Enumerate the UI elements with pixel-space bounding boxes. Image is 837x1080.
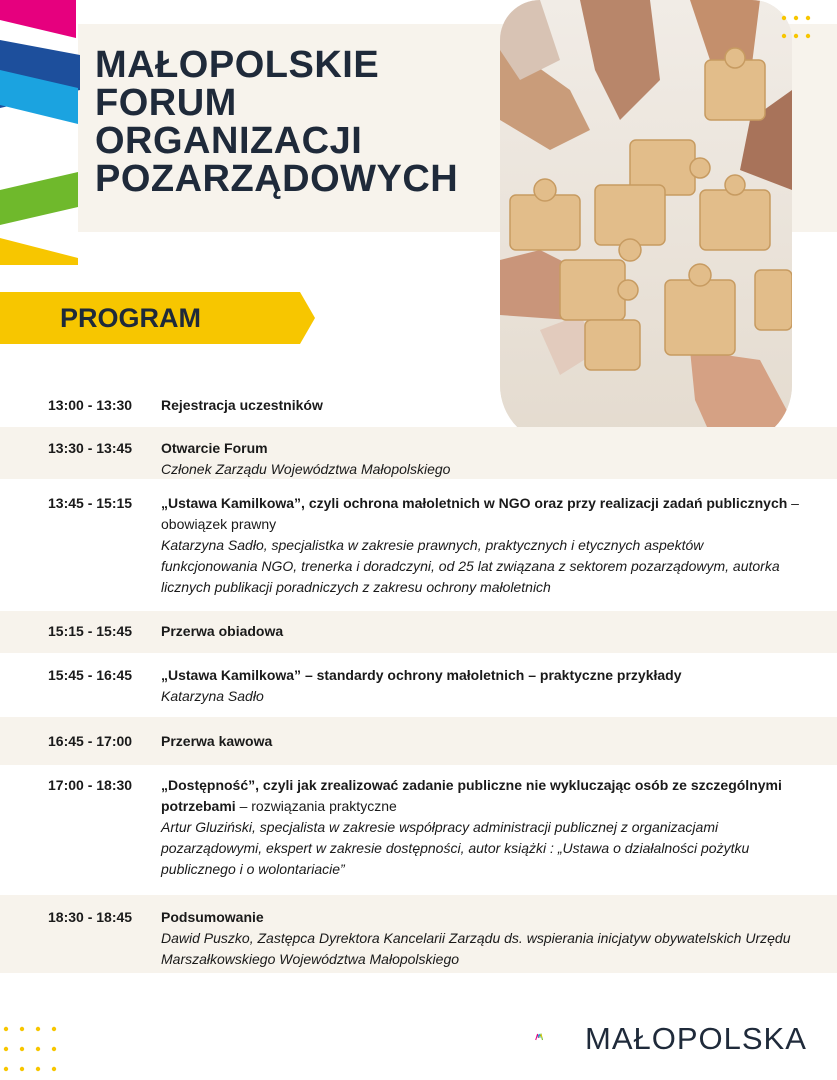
stripe-yellow [0,238,78,265]
session-title: „Ustawa Kamilkowa”, czyli ochrona małoletnich w NGO oraz przy realizacji zadań publicznych [161,495,788,511]
schedule-time: 13:00 - 13:30 [48,397,133,413]
schedule-row [0,765,837,895]
session-title: Przerwa obiadowa [161,623,284,639]
schedule-time: 17:00 - 18:30 [48,777,133,793]
decorative-dots [0,1025,70,1080]
schedule-row [0,427,837,479]
puzzle-hands-photo [500,0,792,445]
session-speaker: Katarzyna Sadło [161,688,264,704]
page-title: MAŁOPOLSKIE FORUM ORGANIZACJI POZARZĄDOWYCH [95,44,459,200]
schedule-row [0,611,837,653]
session-subtitle: – rozwiązania praktyczne [235,798,397,814]
stripe-magenta [0,0,76,38]
session-speaker: Członek Zarządu Województwa Małopolskiego [161,461,451,477]
schedule-time: 16:45 - 17:00 [48,733,133,749]
program-heading: PROGRAM [60,303,201,333]
program-schedule [0,383,837,973]
malopolska-m-logo-icon [535,1014,583,1060]
session-title: Podsumowanie [161,909,264,925]
schedule-time: 13:45 - 15:15 [48,495,133,511]
malopolska-logo-text: MAŁOPOLSKA [585,1021,807,1056]
session-title: „Ustawa Kamilkowa” – standardy ochrony małoletnich – praktyczne przykłady [161,667,682,683]
schedule-row [0,653,837,717]
session-speaker: Katarzyna Sadło, specjalistka w zakresie prawnych, praktycznych i etycznych aspektów funkcjonowania NGO, trenerka i doradczyni, od 25 lat związana z sektorem pozarządowym, autorka licznych publikacji poradniczych z zakresu ochrony małoletnich [161,537,780,595]
schedule-time: 13:30 - 13:45 [48,440,133,456]
schedule-time: 15:45 - 16:45 [48,667,133,683]
session-title: Otwarcie Forum [161,440,268,456]
stripe-green [0,172,78,225]
session-title: Rejestracja uczestników [161,397,323,413]
session-speaker: Artur Gluziński, specjalista w zakresie współpracy administracji publicznej z organizacjami pozarządowymi, ekspert w zakresie dostępności, autor książki : „Ustawa o działalności pożytku publicznego i o wolontariacie” [161,819,750,877]
schedule-time: 15:15 - 15:45 [48,623,133,639]
schedule-row [0,717,837,765]
schedule-row [0,479,837,611]
schedule-row [0,383,837,427]
session-subtitle: – obowiązek prawny [161,495,799,532]
session-title: „Dostępność”, czyli jak zrealizować zadanie publiczne nie wykluczając osób ze szczególnymi potrzebami [161,777,782,814]
decorative-stripes [0,0,80,270]
schedule-time: 18:30 - 18:45 [48,909,133,925]
session-speaker: Dawid Puszko, Zastępca Dyrektora Kancelarii Zarządu ds. wspierania inicjatyw obywatelskich Urzędu Marszałkowskiego Województwa Małopolskiego [161,930,791,967]
decorative-dots [780,14,820,44]
schedule-row [0,895,837,973]
session-title: Przerwa kawowa [161,733,273,749]
